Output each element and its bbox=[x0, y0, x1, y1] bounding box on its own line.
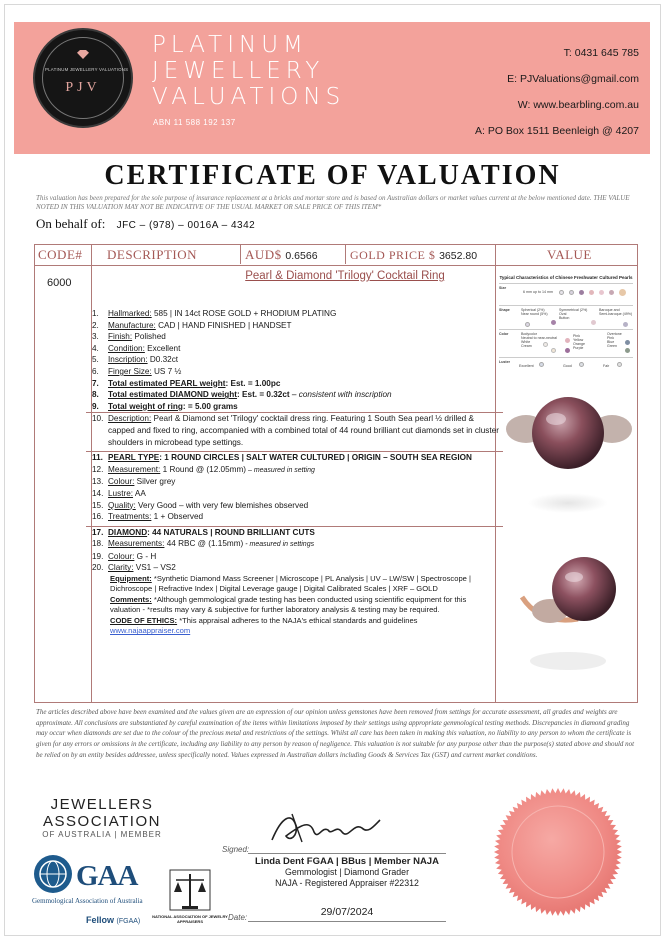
aud-label: AUD$ bbox=[245, 247, 282, 262]
list-item: 3. Finish: Polished bbox=[92, 332, 166, 342]
list-item: 4. Condition: Excellent bbox=[92, 343, 181, 353]
pjv-logo bbox=[33, 28, 133, 128]
scales-icon bbox=[150, 862, 230, 912]
valuation-table bbox=[34, 244, 638, 703]
ring-photo-side bbox=[500, 545, 636, 685]
item-list bbox=[92, 308, 497, 637]
grader-name: Linda Dent FGAA | BBus | Member NAJA bbox=[255, 856, 439, 867]
certificate-title: CERTIFICATE OF VALUATION bbox=[104, 160, 561, 191]
chart-row-luster: Luster Excellent Good Fair bbox=[499, 357, 633, 373]
list-item: 1. Hallmarked: 585 | IN 14ct ROSE GOLD + RHODIUM PLATING bbox=[92, 309, 337, 318]
product-title: Pearl & Diamond 'Trilogy' Cocktail Ring bbox=[245, 270, 445, 282]
list-item: 8. Total estimated DIAMOND weight: Est. = 0.32ct – consistent with inscription bbox=[92, 390, 392, 400]
abn-number: ABN 11 588 192 137 bbox=[153, 118, 236, 127]
header-row-line bbox=[35, 265, 637, 266]
top-disclaimer: This valuation has been prepared for the sole purpose of insurance replacement at a bricks and mortar store and is based on Australian dollars or market values current at the below mentioned date. THE VALUE NOTED IN THIS VALUATION MAY NOT BE INDICATIVE OF THE USUAL MARKET OR SALE PRICE OF THIS ITEM* bbox=[36, 194, 630, 211]
behalf-label: On behalf of: bbox=[36, 216, 106, 231]
logo-inner-ring bbox=[42, 37, 129, 119]
gold-value: 3652.80 bbox=[439, 250, 478, 262]
list-item: 9. Total weight of ring: = 5.00 grams bbox=[92, 401, 238, 411]
aud-header bbox=[245, 247, 318, 263]
brand-line: VALUATIONS bbox=[152, 84, 346, 110]
value-header: VALUE bbox=[547, 247, 592, 262]
behalf-value: JFC – (978) – 0016A – 4342 bbox=[116, 220, 256, 231]
date-line bbox=[248, 921, 446, 922]
list-item: 7. Total estimated PEARL weight: Est. = 1.00pc bbox=[92, 378, 281, 388]
jaa-line2: ASSOCIATION bbox=[43, 813, 161, 830]
wax-seal-icon bbox=[492, 786, 624, 918]
list-item: 20. Clarity: VS1 – VS2 bbox=[92, 563, 176, 573]
ethics-note: CODE OF ETHICS: *This appraisal adheres to the NAJA's ethical standards and guidelines bbox=[110, 615, 418, 625]
ring-photo-top bbox=[500, 385, 636, 545]
contact-phone: T: 0431 645 785 bbox=[563, 47, 639, 59]
fellow-badge: Fellow (FGAA) bbox=[86, 915, 141, 925]
col-divider bbox=[345, 245, 346, 264]
chart-title: Typical Characteristics of Chinese Freshwater Cultured Pearls bbox=[499, 275, 633, 280]
signed-label: Signed: bbox=[222, 845, 250, 854]
list-item: 11. PEARL TYPE: 1 ROUND CIRCLES | SALT WATER CULTURED | ORIGIN – SOUTH SEA REGION bbox=[86, 451, 503, 464]
list-item: 18. Measurements: 44 RBC @ (1.15mm) - measured in settings bbox=[92, 539, 315, 549]
gaa-wordmark: GAA bbox=[76, 860, 138, 892]
date-value: 29/07/2024 bbox=[320, 906, 374, 918]
behalf-line bbox=[36, 216, 255, 232]
list-item: 14. Lustre: AA bbox=[92, 488, 146, 498]
list-item: 10. Description: Pearl & Diamond set 'Trilogy' cocktail dress ring. Featuring 1 South Sea pearl ½ drilled & capped and fixed to ring, accompanied with a combined total of 44 round brilliant cut diamonds set in cluster shoulders in microbead type settings. bbox=[86, 412, 503, 448]
code-header: CODE# bbox=[38, 247, 83, 262]
grader-role: Gemmologist | Diamond Grader bbox=[284, 867, 410, 877]
item-code: 6000 bbox=[47, 277, 72, 289]
contact-web: W: www.bearbling.com.au bbox=[517, 99, 639, 111]
signature-line bbox=[248, 853, 446, 854]
logo-ring-text: PLATINUM JEWELLERY VALUATIONS bbox=[45, 67, 129, 72]
aud-value: 0.6566 bbox=[285, 250, 318, 262]
chart-row-size: Size 6 mm up to 14 mm bbox=[499, 283, 633, 305]
brand-line: JEWELLERY bbox=[152, 58, 325, 84]
gold-header bbox=[350, 247, 477, 263]
brand-name bbox=[152, 32, 345, 110]
contact-address: A: PO Box 1511 Beenleigh @ 4207 bbox=[475, 125, 639, 137]
contact-block bbox=[475, 40, 639, 144]
comments-note: Comments: *Although gemmological grade testing has been conducted using scientific equipment for this valuation - *results may vary & subjective for further laboratory analysis & testing may be required. bbox=[110, 594, 467, 615]
naja-text: NATIONAL ASSOCIATION OF JEWELRY APPRAISERS bbox=[152, 914, 228, 924]
pearl-characteristics-chart bbox=[497, 275, 635, 375]
notes-block bbox=[92, 574, 497, 636]
grader-registration: NAJA - Registered Appraiser #22312 bbox=[275, 878, 419, 888]
gold-label: GOLD PRICE $ bbox=[350, 248, 436, 262]
list-item: 6. Finger Size: US 7 ½ bbox=[92, 366, 182, 376]
globe-icon bbox=[34, 855, 72, 893]
grader-block bbox=[248, 856, 446, 889]
chart-row-shape: Shape Spherical (2%) Near round (5%) Symmetrical (2%) Oval Button Baroque and Semi-baroque (49%) bbox=[499, 305, 633, 329]
jaa-line3: OF AUSTRALIA | MEMBER bbox=[42, 830, 162, 839]
list-item: 16. Treatments: 1 + Observed bbox=[92, 512, 204, 522]
naja-link[interactable]: www.najaappraiser.com bbox=[110, 626, 191, 636]
list-item: 2. Manufacture: CAD | HAND FINISHED | HANDSET bbox=[92, 320, 292, 330]
jaa-line1: JEWELLERS bbox=[50, 796, 154, 813]
list-item: 12. Measurement: 1 Round @ (12.05mm) – measured in setting bbox=[92, 464, 315, 474]
contact-email: E: PJValuations@gmail.com bbox=[507, 73, 639, 85]
brand-line: PLATINUM bbox=[152, 32, 308, 58]
footer-disclaimer: The articles described above have been examined and the values given are an expression of our opinion unless gemstones have been removed from settings for accurate assessment, all grades and weights are approximate. All conclusions are substantiated by careful examination of the items within limitations imposed by their settings using appropriate gemmological testing methods. Discrepancies in diamond grading may occur when diamonds are set due to the colour of the precious metal and restrictions of the settings. Whilst all care has been taken in making this valuation, no liability to any person to whom the certificate is given for any errors or omissions in the certificate, including any liability to any person by reason of negligence. This valuation is not suitable for any purpose other than the purpose(s) stated above and should not be relied on by an entity besides addressee, unless specifically noted. Values expressed in Australian dollars including Goods & Services Tax (GST) and current market conditions. bbox=[36, 708, 635, 759]
date-label: Date: bbox=[228, 913, 248, 922]
equipment-note: Equipment: *Synthetic Diamond Mass Screener | Microscope | PL Analysis | UV – LW/SW | Spectroscope | Dichroscope | Refractive Index | Digital Leverage gauge | Digital Calibrated Scales | XRF – GOLD bbox=[110, 574, 471, 594]
chart-row-color: Color Bodycolor Neutral to near-neutral White Cream Pink Yellow Orange Purple Overtone Pink Blue Green bbox=[499, 329, 633, 357]
col-divider bbox=[240, 245, 241, 264]
list-item: 15. Quality: Very Good – with very few blemishes observed bbox=[92, 500, 309, 510]
description-header: DESCRIPTION bbox=[107, 247, 198, 262]
jaa-logo bbox=[38, 796, 166, 839]
list-item: 17. DIAMOND: 44 NATURALS | ROUND BRILLIANT CUTS bbox=[86, 526, 503, 539]
list-item: 5. Inscription: D0.32ct bbox=[92, 355, 179, 365]
logo-initials: PJV bbox=[65, 80, 101, 95]
list-item: 13. Colour: Silver grey bbox=[92, 477, 176, 487]
gaa-subtitle: Gemmological Association of Australia bbox=[32, 897, 143, 905]
naja-logo bbox=[150, 862, 230, 924]
list-item: 19. Colour: G - H bbox=[92, 551, 157, 561]
signature-image bbox=[262, 806, 392, 850]
